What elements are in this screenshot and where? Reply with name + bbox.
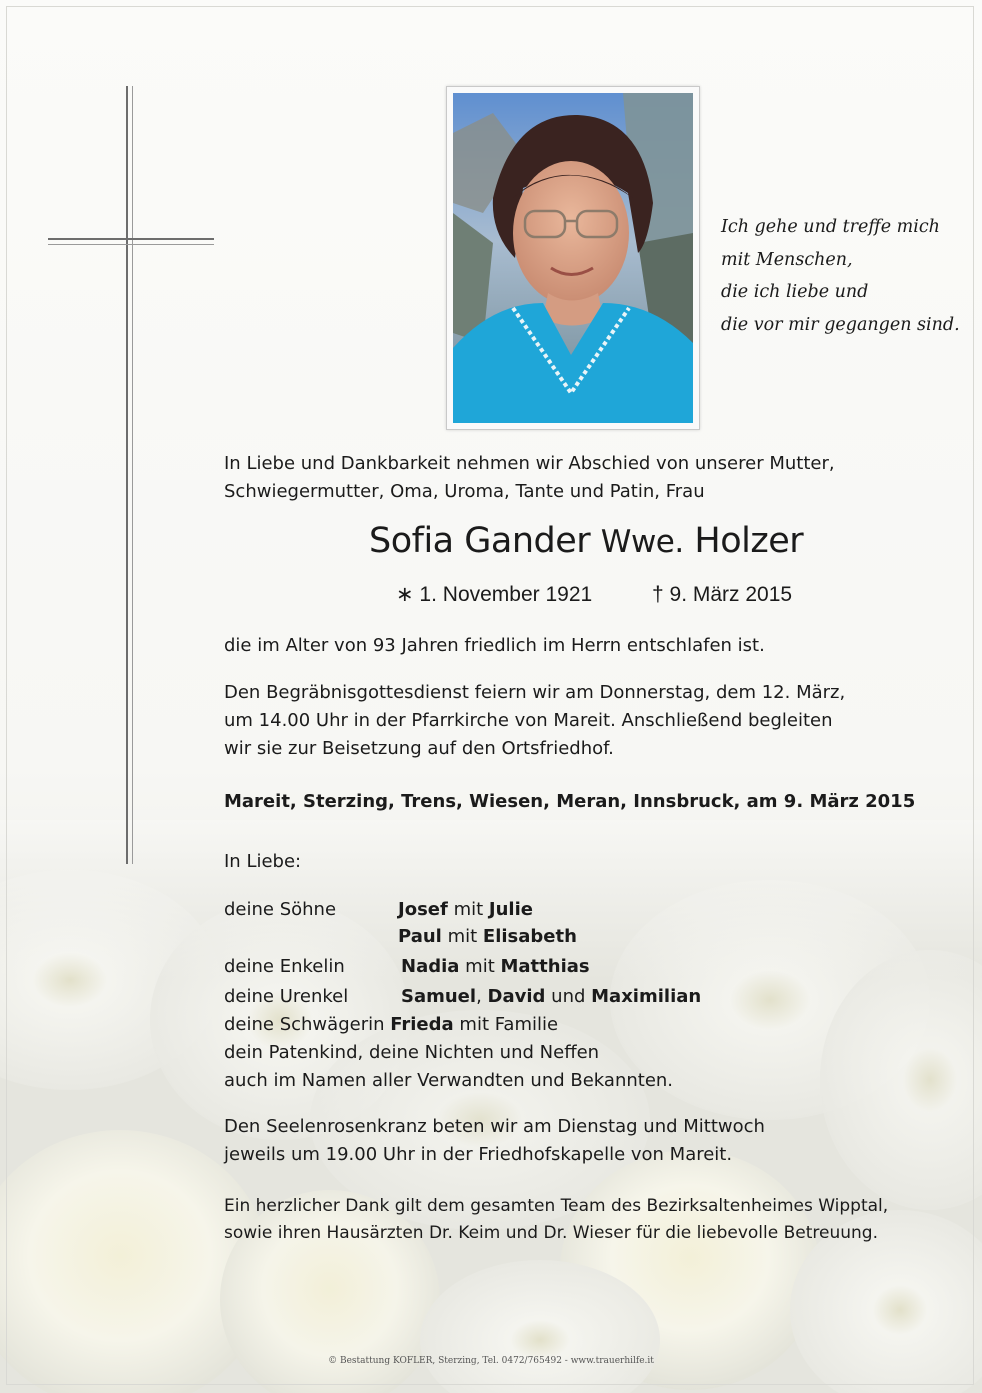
sons-line-1 — [398, 896, 533, 924]
sisterinlaw-label: deine Schwägerin — [224, 1014, 385, 1035]
relatives-line: auch im Namen aller Verwandten und Bekannten. — [224, 1070, 674, 1091]
portrait-frame — [446, 86, 700, 430]
quote-line: mit Menschen, — [721, 249, 853, 270]
family-member: Maximilian — [591, 986, 702, 1007]
family-member: Paul — [398, 926, 442, 947]
family-member: Frieda — [390, 1014, 454, 1035]
portrait-photo — [453, 93, 693, 423]
quote-line: Ich gehe und treffe mich — [721, 217, 940, 237]
connector: mit — [447, 926, 478, 947]
grandchild-label: deine Enkelin — [224, 956, 345, 977]
rosary-line: Den Seelenrosenkranz beten wir am Dienstag und Mittwoch — [224, 1116, 765, 1137]
greatgrand-line — [401, 983, 701, 1011]
deceased-name — [369, 516, 803, 567]
birth-date: ∗ 1. November 1921 — [396, 583, 593, 606]
widow-abbrev: Wwe. — [600, 524, 684, 560]
surname: Holzer — [694, 521, 804, 561]
in-love-label: In Liebe: — [224, 851, 302, 872]
death-date: † 9. März 2015 — [652, 583, 793, 606]
grandchild-line — [401, 953, 590, 981]
places-date: Mareit, Sterzing, Trens, Wiesen, Meran, Innsbruck, am 9. März 2015 — [224, 791, 916, 812]
greatgrand-label: deine Urenkel — [224, 986, 349, 1007]
family-member: Matthias — [500, 956, 590, 977]
given-name: Sofia Gander — [369, 521, 591, 561]
family-member: Josef — [398, 899, 448, 920]
family-member: Nadia — [401, 956, 460, 977]
connector: und — [551, 986, 586, 1007]
quote-line: die vor mir gegangen sind. — [721, 314, 960, 335]
family-member: David — [487, 986, 546, 1007]
funeral-line: Den Begräbnisgottesdienst feiern wir am Donnerstag, dem 12. März, — [224, 682, 846, 703]
funeral-line: um 14.00 Uhr in der Pfarrkirche von Mareit. Anschließend begleiten — [224, 710, 833, 731]
thanks-line: Ein herzlicher Dank gilt dem gesamten Team des Bezirksaltenheimes Wipptal, — [224, 1196, 889, 1216]
sons-label: deine Söhne — [224, 899, 337, 920]
thanks-line: sowie ihren Hausärzten Dr. Keim und Dr. Wieser für die liebevolle Betreuung. — [224, 1223, 878, 1243]
memorial-quote — [721, 211, 961, 341]
connector: , — [476, 986, 482, 1007]
sons-line-2 — [398, 923, 577, 951]
intro-line: Schwiegermutter, Oma, Uroma, Tante und Patin, Frau — [224, 481, 705, 502]
footer-credit: © Bestattung KOFLER, Sterzing, Tel. 0472/765492 - www.trauerhilfe.it — [328, 1356, 654, 1366]
connector: mit Familie — [459, 1014, 559, 1035]
funeral-line: wir sie zur Beisetzung auf den Ortsfriedhof. — [224, 738, 614, 759]
rosary-line: jeweils um 19.00 Uhr in der Friedhofskapelle von Mareit. — [224, 1144, 733, 1165]
patenkind-line: dein Patenkind, deine Nichten und Neffen — [224, 1042, 600, 1063]
connector: mit — [465, 956, 495, 977]
family-member: Samuel — [401, 986, 477, 1007]
intro-line: In Liebe und Dankbarkeit nehmen wir Abschied von unserer Mutter, — [224, 453, 835, 474]
quote-line: die ich liebe und — [721, 282, 869, 302]
family-member: Elisabeth — [482, 926, 577, 947]
family-member: Julie — [488, 899, 533, 920]
age-line: die im Alter von 93 Jahren friedlich im Herrn entschlafen ist. — [224, 635, 765, 656]
connector: mit — [453, 899, 484, 920]
sisterinlaw-line — [224, 1011, 558, 1039]
